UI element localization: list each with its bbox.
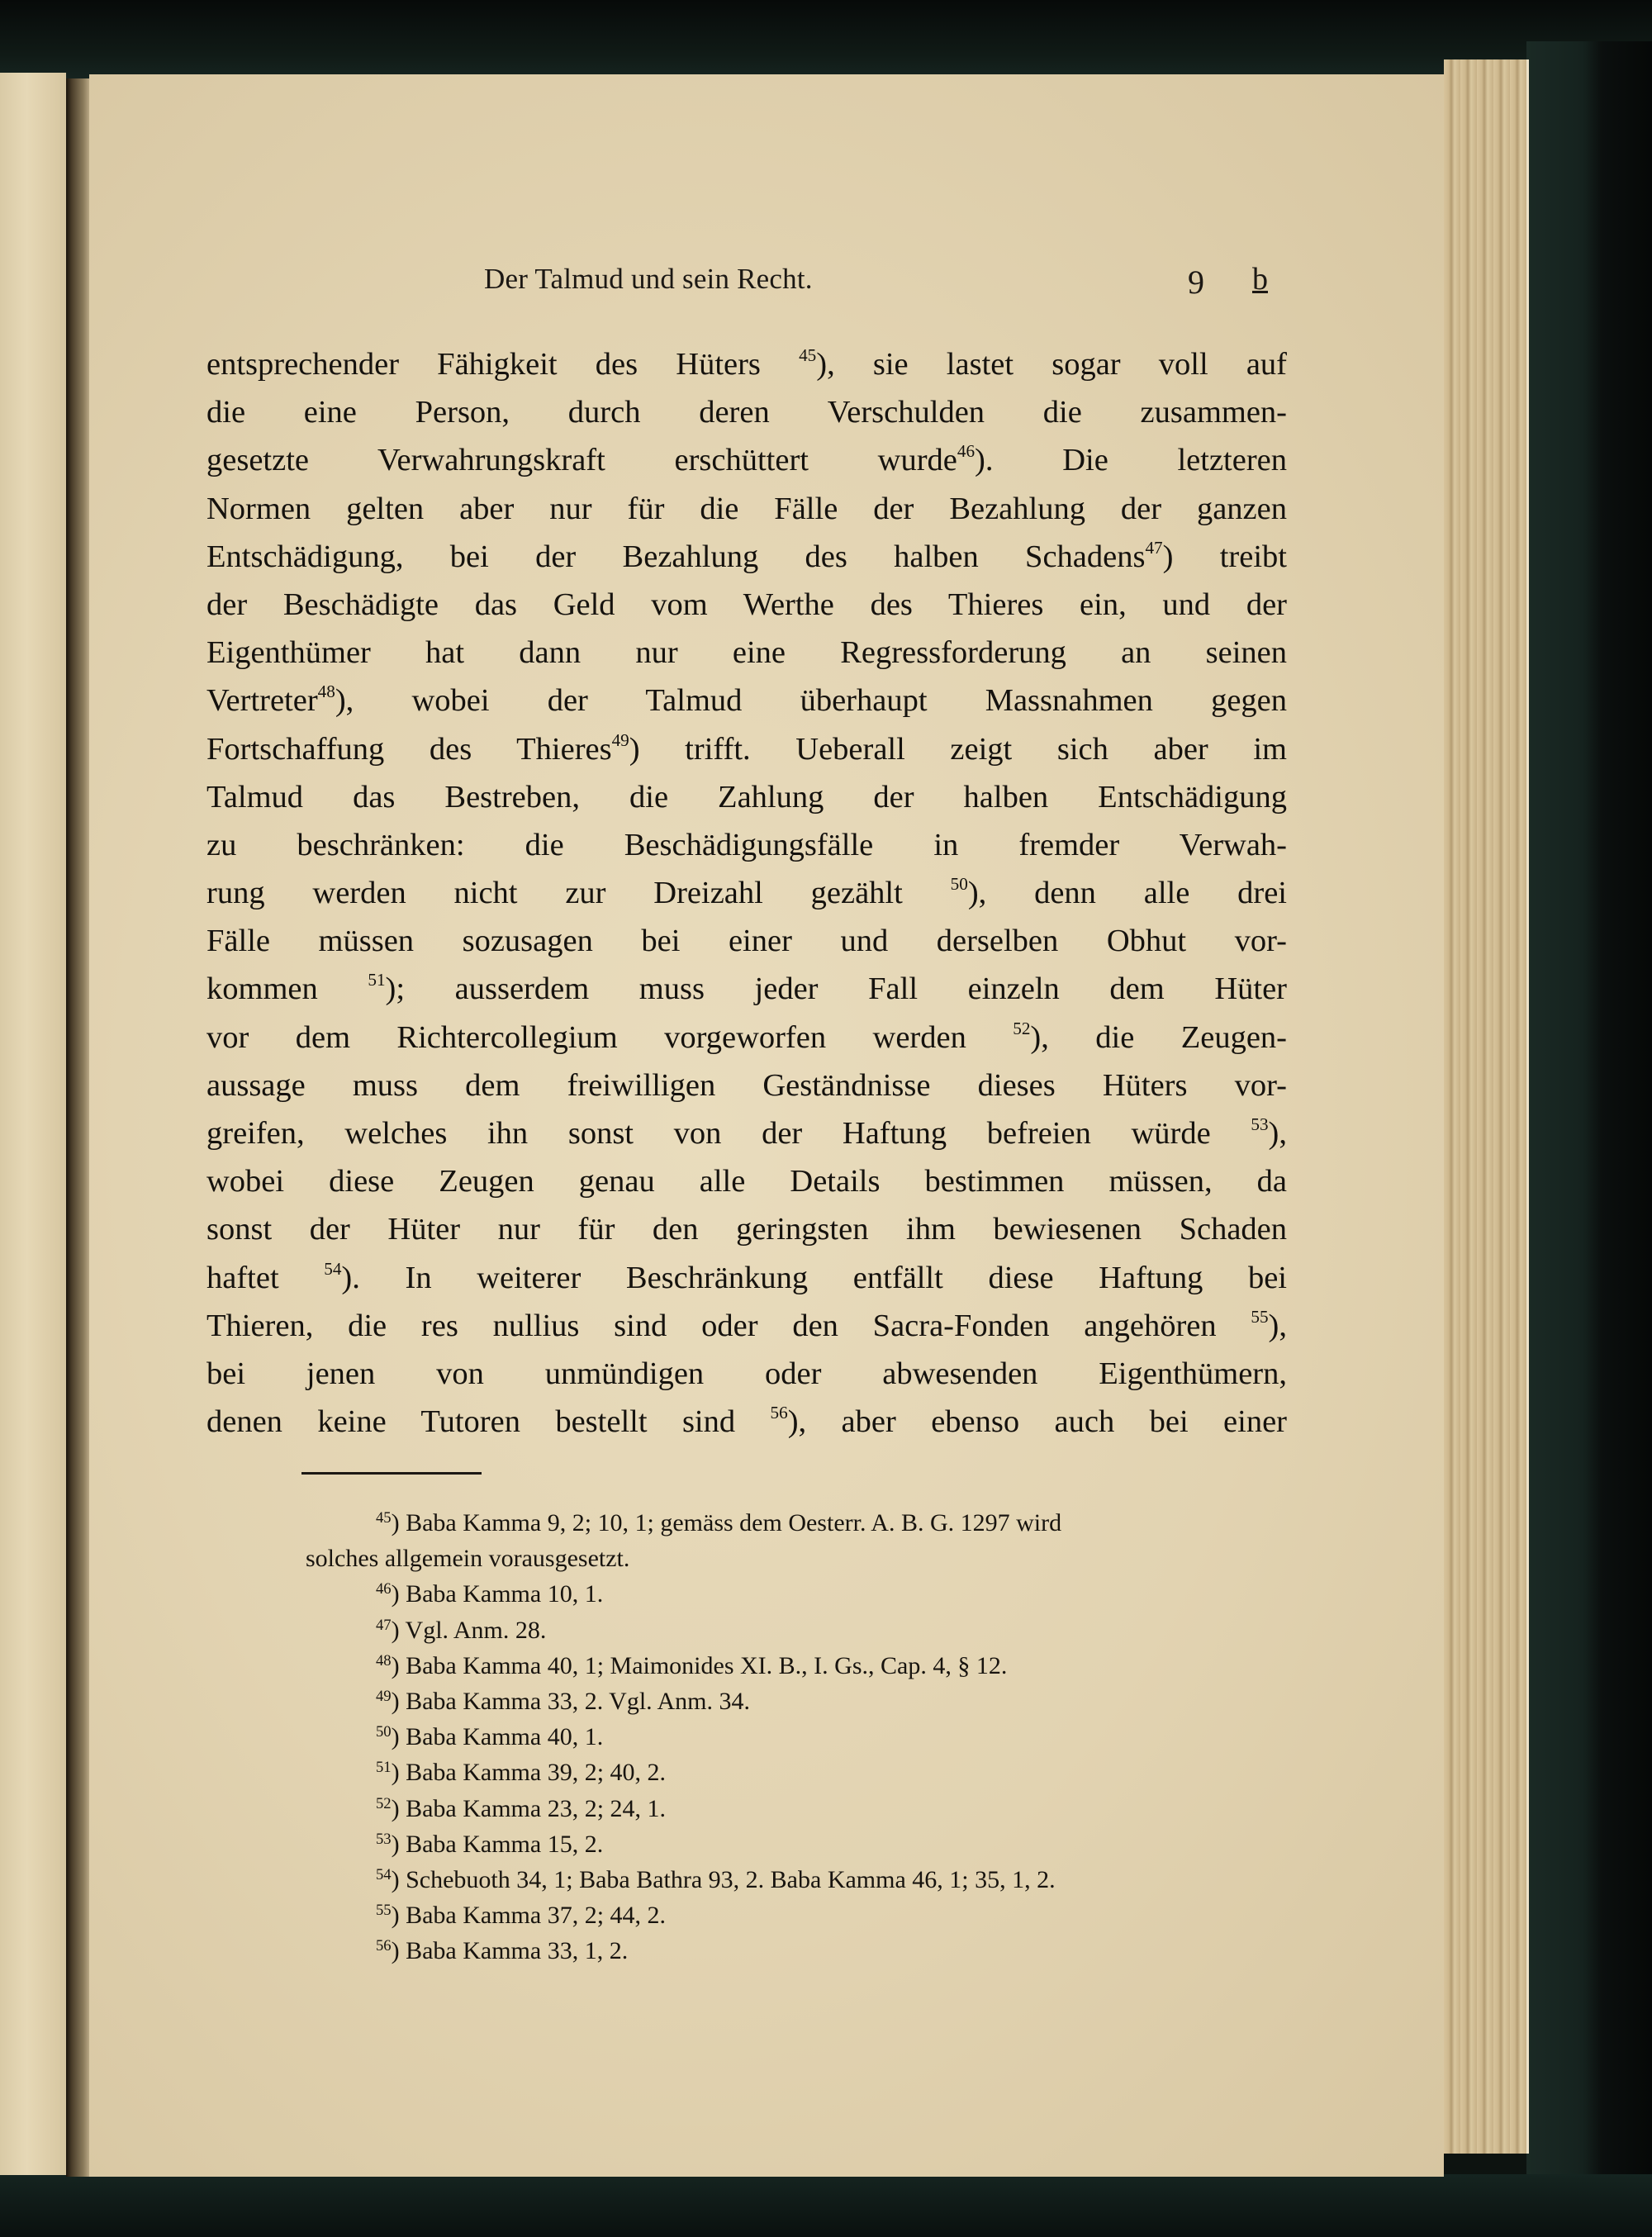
footnote-number: 51 [376,1759,392,1777]
text-segment: Thieren, die res nullius sind oder den Sacra-Fonden angehören [206,1308,1251,1343]
footnote-ref[interactable]: 56 [770,1403,788,1423]
text-segment: Eigenthümer hat dann nur eine Regressforderung an seinen [206,635,1287,671]
facing-page-edge [0,73,66,2175]
text-line [206,388,1287,436]
footnote-ref[interactable]: 50 [950,874,968,895]
text-segment: Vertreter [206,683,318,719]
footnote-ref[interactable]: 45 [799,345,817,366]
footnote-text: ) Baba Kamma 33, 1, 2. [391,1937,629,1965]
book-cover-top [0,0,1652,78]
text-segment: ), [1268,1116,1287,1151]
footnote-49 [306,1684,1297,1719]
text-line [206,1398,1287,1446]
text-segment: ). Die letzteren [975,443,1287,478]
footnote-number: 47 [376,1616,392,1634]
footnote-text: ) Baba Kamma 9, 2; 10, 1; gemäss dem Oesterr. A. B. G. 1297 wird [391,1509,1062,1536]
footnote-number: 48 [376,1651,392,1669]
signature-mark: b [1252,262,1268,297]
footnote-ref[interactable]: 53 [1251,1114,1269,1135]
text-line [206,1062,1287,1109]
footnote-ref[interactable]: 46 [957,441,976,462]
footnotes [306,1505,1297,1969]
footnote-text: ) Baba Kamma 15, 2. [391,1830,604,1858]
footnote-54 [306,1862,1297,1897]
text-segment: ). In weiterer Beschränkung entfällt diese Haftung bei [341,1260,1287,1295]
footnote-45 [306,1505,1297,1541]
footnote-continuation: solches allgemein vorausgesetzt. [306,1545,630,1573]
text-segment: aussage muss dem freiwilligen Geständnisse dieses Hüters vor- [206,1067,1287,1103]
book-gutter [66,78,89,2177]
text-segment: Fälle müssen sozusagen bei einer und derselben Obhut vor- [206,924,1287,959]
text-line [206,1302,1287,1350]
footnote-text: ) Baba Kamma 40, 1. [391,1723,604,1751]
text-line [206,1350,1287,1398]
text-segment: ); ausserdem muss jeder Fall einzeln dem Hüter [385,971,1287,1007]
text-line [206,485,1287,533]
text-line [206,869,1287,917]
footnote-47 [306,1612,1297,1648]
text-segment: greifen, welches ihn sonst von der Haftung befreien würde [206,1116,1251,1151]
footnote-number: 56 [376,1937,392,1955]
footnote-ref[interactable]: 51 [368,970,386,990]
text-line [206,677,1287,724]
text-segment: die eine Person, durch deren Verschulden die zusammen- [206,395,1287,430]
text-segment: wobei diese Zeugen genau alle Details bestimmen müssen, da [206,1164,1287,1199]
text-segment: ), aber ebenso auch bei einer [787,1404,1287,1440]
running-title: Der Talmud und sein Recht. [484,263,813,295]
footnote-ref[interactable]: 47 [1145,537,1163,558]
text-segment: ), wobei der Talmud überhaupt Massnahmen gegen [335,683,1287,719]
text-segment: ) treibt [1162,539,1287,574]
footnote-56 [306,1933,1297,1969]
footnote-text: ) Vgl. Anm. 28. [391,1616,547,1644]
footnote-number: 54 [376,1865,392,1883]
text-segment: gesetzte Verwahrungskraft erschüttert wurde [206,443,957,478]
footnote-number: 50 [376,1723,392,1741]
footnote-text: ) Baba Kamma 37, 2; 44, 2. [391,1902,667,1930]
footnote-53 [306,1826,1297,1862]
text-line [206,917,1287,965]
text-segment: Talmud das Bestreben, die Zahlung der halben Entschädigung [206,779,1287,815]
text-segment: ), sie lastet sogar voll auf [816,347,1288,382]
footnote-52 [306,1791,1297,1826]
book-page [89,74,1444,2177]
footnote-number: 45 [376,1508,392,1527]
text-segment: bei jenen von unmündigen oder abwesenden Eigenthümern, [206,1356,1287,1391]
text-segment: ), denn alle drei [967,876,1287,911]
footnote-ref[interactable]: 48 [317,682,335,702]
text-line [206,1109,1287,1157]
footnote-ref[interactable]: 54 [324,1258,342,1279]
text-line [206,340,1287,388]
text-segment: zu beschränken: die Beschädigungsfälle in fremder Verwah- [206,827,1287,862]
page-number: 9 [1188,264,1204,301]
footnote-number: 55 [376,1902,392,1920]
text-line [206,773,1287,821]
footnote-text: ) Baba Kamma 23, 2; 24, 1. [391,1794,667,1822]
footnote-number: 46 [376,1580,392,1598]
text-segment: ), [1268,1308,1287,1343]
footnote-ref[interactable]: 49 [611,729,629,750]
text-segment: kommen [206,971,368,1007]
footnote-48 [306,1648,1297,1684]
footnote-ref[interactable]: 55 [1251,1306,1269,1327]
text-line [206,1254,1287,1302]
footnote-50 [306,1719,1297,1755]
text-segment: ) trifft. Ueberall zeigt sich aber im [629,731,1288,767]
text-segment: Entschädigung, bei der Bezahlung des halben Schadens [206,539,1146,574]
text-segment: rung werden nicht zur Dreizahl gezählt [206,876,951,911]
text-segment: entsprechender Fähigkeit des Hüters [206,347,800,382]
footnote-51 [306,1755,1297,1790]
text-line [206,821,1287,869]
footnote-55 [306,1897,1297,1933]
text-line [206,1157,1287,1205]
text-line [206,629,1287,677]
book-cover-bottom [0,2174,1652,2237]
text-line [206,436,1287,484]
text-segment: vor dem Richtercollegium vorgeworfen werden [206,1019,1014,1055]
text-segment: haftet [206,1260,325,1295]
footnote-rule [301,1472,482,1475]
text-segment: ), die Zeugen- [1030,1019,1287,1055]
footnote-text: ) Baba Kamma 39, 2; 40, 2. [391,1759,667,1787]
footnote-text: ) Baba Kamma 40, 1; Maimonides XI. B., I. Gs., Cap. 4, § 12. [391,1651,1008,1679]
book-cover-right [1526,41,1652,2237]
text-segment: denen keine Tutoren bestellt sind [206,1404,771,1440]
page-header [89,263,1444,304]
text-line [206,725,1287,773]
text-segment: der Beschädigte das Geld vom Werthe des Thieres ein, und der [206,587,1287,622]
text-segment: Fortschaffung des Thieres [206,731,612,767]
footnote-number: 53 [376,1830,392,1848]
text-line [206,1205,1287,1253]
footnote-46 [306,1576,1297,1612]
body-text [206,340,1287,1446]
text-line [206,533,1287,581]
text-segment: sonst der Hüter nur für den geringsten ihm bewiesenen Schaden [206,1212,1287,1247]
footnote-number: 49 [376,1687,392,1705]
footnote-text: ) Schebuoth 34, 1; Baba Bathra 93, 2. Baba Kamma 46, 1; 35, 1, 2. [391,1866,1056,1894]
footnote-number: 52 [376,1794,392,1812]
footnote-text: ) Baba Kamma 33, 2. Vgl. Anm. 34. [391,1688,750,1716]
footnote-text: ) Baba Kamma 10, 1. [391,1580,604,1608]
text-line [206,581,1287,629]
text-segment: Normen gelten aber nur für die Fälle der Bezahlung der ganzen [206,491,1287,526]
text-line [206,965,1287,1013]
text-line [206,1014,1287,1062]
footnote-ref[interactable]: 52 [1013,1018,1031,1038]
page-stack-edges [1444,59,1529,2154]
